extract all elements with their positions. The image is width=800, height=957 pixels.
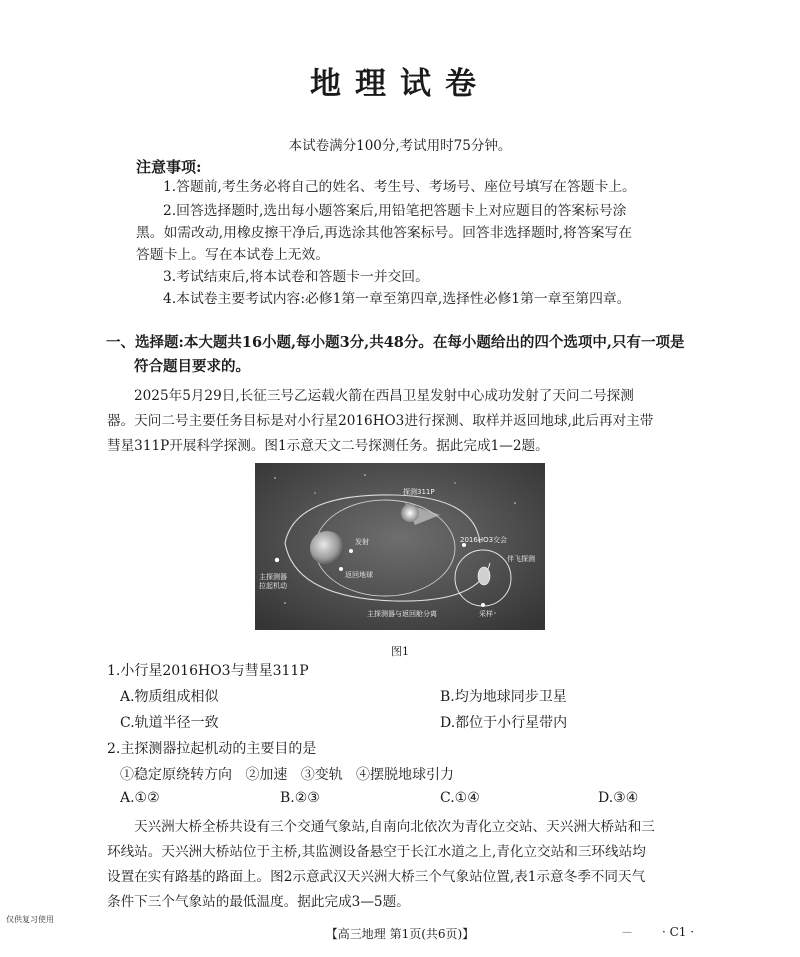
q2-option-c: C.①④ (440, 790, 480, 806)
page-title: 地理试卷 (310, 66, 490, 102)
launch-point-icon (349, 549, 353, 553)
intro-line-2: 器。天问二号主要任务目标是对小行星2016HO3进行探测、取样并返回地球,此后再对主带 (107, 413, 654, 429)
label-return-earth: 返回地球 (345, 571, 373, 579)
label-escort: 伴飞探测 (507, 555, 535, 563)
q2-items: ①稳定原绕转方向 ②加速 ③变轨 ④摆脱地球引力 (120, 767, 455, 783)
label-separation: 主探测器与返回舱分离 (367, 610, 437, 618)
q2-option-a: A.①② (120, 790, 160, 806)
return-point-icon (339, 567, 343, 571)
question-2-stem: 2.主探测器拉起机动的主要目的是 (107, 741, 317, 757)
q2-option-d: D.③④ (598, 790, 639, 806)
sampling-point-icon (481, 603, 485, 607)
notice-line-1: 1.答题前,考生务必将自己的姓名、考生号、考场号、座位号填写在答题卡上。 (163, 179, 636, 195)
passage2-line-1: 天兴洲大桥全桥共设有三个交通气象站,自南向北依次为青化立交站、天兴洲大桥站和三 (134, 819, 655, 835)
label-launch: 发射 (355, 538, 369, 546)
footer-dash: — (622, 927, 632, 938)
corner-note: 仅供复习使用 (6, 915, 54, 924)
page-code: · C1 · (662, 925, 695, 939)
notice-line-4: 答题卡上。写在本试卷上无效。 (136, 247, 330, 263)
intro-line-3: 彗星311P开展科学探测。图1示意天文二号探测任务。据此完成1—2题。 (107, 438, 549, 454)
q2-option-b: B.②③ (280, 790, 320, 806)
question-1-stem: 1.小行星2016HO3与彗星311P (107, 663, 309, 679)
notice-line-6: 4.本试卷主要考试内容:必修1第一章至第四章,选择性必修1第一章至第四章。 (163, 291, 631, 307)
comet-311p-icon (401, 504, 419, 522)
mission-figure (255, 463, 545, 630)
page-footer: 【高三地理 第1页(共6页)】 (325, 927, 475, 941)
notice-line-5: 3.考试结束后,将本试卷和答题卡一并交回。 (163, 269, 429, 285)
label-pull-up: 拉起机动 (259, 582, 287, 590)
passage2-line-3: 设置在实有路基的路面上。图2示意武汉天兴洲大桥三个气象站位置,表1示意冬季不同天气 (107, 869, 646, 885)
passage2-line-2: 环线站。天兴洲大桥站位于主桥,其监测设备悬空于长江水道之上,青化立交站和三环线站均 (107, 844, 646, 860)
section-heading: 一、选择题:本大题共16小题,每小题3分,共48分。在每小题给出的四个选项中,只有一项是 (106, 334, 685, 351)
notice-line-3: 黑。如需改动,用橡皮擦干净后,再选涂其他答案标号。回答非选择题时,将答案写在 (136, 225, 633, 241)
mission-diagram (255, 463, 545, 630)
label-main-probe: 主探测器 (259, 573, 287, 581)
label-rendezvous: 2016HO3交会 (460, 536, 508, 544)
q1-option-a: A.物质组成相似 (120, 689, 219, 705)
probe-icon (275, 558, 279, 562)
figure-caption: 图1 (391, 645, 409, 658)
q1-option-d: D.都位于小行星带内 (440, 715, 568, 731)
label-sampling: 采样 (479, 610, 493, 618)
notice-heading: 注意事项: (136, 158, 202, 176)
passage2-line-4: 条件下三个气象站的最低温度。据此完成3—5题。 (107, 894, 410, 910)
space-background (255, 463, 545, 630)
exam-info: 本试卷满分100分,考试用时75分钟。 (288, 138, 512, 154)
asteroid-icon (478, 567, 490, 585)
q1-option-c: C.轨道半径一致 (120, 715, 219, 731)
earth-icon (310, 531, 344, 565)
notice-line-2: 2.回答选择题时,选出每小题答案后,用铅笔把答题卡上对应题目的答案标号涂 (163, 203, 627, 219)
q1-option-b: B.均为地球同步卫星 (440, 689, 567, 705)
label-explore-311p: 探测311P (403, 488, 435, 496)
section-heading-cont: 符合题目要求的。 (134, 358, 250, 375)
intro-line-1: 2025年5月29日,长征三号乙运载火箭在西昌卫星发射中心成功发射了天问二号探测 (134, 388, 634, 404)
